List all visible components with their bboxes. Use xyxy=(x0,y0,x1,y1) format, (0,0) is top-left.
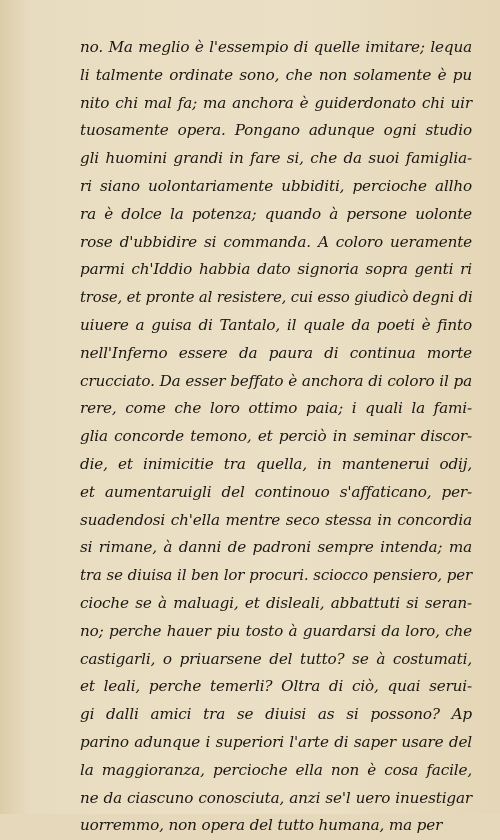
text-line: li talmente ordinate sono, che non solamente è pu xyxy=(80,65,472,84)
text-line: nell'Inferno essere da paura di continua morte xyxy=(80,343,472,362)
text-line: rere, come che loro ottimo paia; i quali la fami- xyxy=(80,399,472,418)
text-line: rose d'ubbidire si commanda. A coloro ueramente xyxy=(80,232,472,251)
text-line: ne da ciascuno conosciuta, anzi se'l uero inuestigar xyxy=(80,788,472,807)
body-text xyxy=(80,34,472,840)
text-line: castigarli, o priuarsene del tutto? se à costumati, xyxy=(80,649,472,668)
text-line: et leali, perche temerli? Oltra di ciò, quai serui- xyxy=(80,677,472,696)
text-line: suadendosi ch'ella mentre seco stessa in concordia xyxy=(80,510,472,529)
text-line: nito chi mal fa; ma anchora è guiderdonato chi uir xyxy=(80,93,472,112)
text-line: uorremmo, non opera del tutto humana, ma per xyxy=(80,816,443,835)
text-line: parino adunque i superiori l'arte di saper usare del xyxy=(80,732,472,751)
text-line: tuosamente opera. Pongano adunque ogni studio xyxy=(80,121,472,140)
text-line: parmi ch'Iddio habbia dato signoria sopra genti ri xyxy=(80,260,472,279)
text-line: gi dalli amici tra se diuisi as si possono? Ap xyxy=(80,705,472,724)
text-line: et aumentaruigli del continouo s'affaticano, per- xyxy=(80,482,472,501)
text-line: cioche se à maluagi, et disleali, abbattuti si seran- xyxy=(80,593,472,612)
text-line: ri siano uolontariamente ubbiditi, percioche allho xyxy=(80,176,472,195)
text-line: crucciato. Da esser beffato è anchora di coloro il pa xyxy=(80,371,472,390)
text-line: gli huomini grandi in fare si, che da suoi famiglia- xyxy=(80,149,472,168)
text-line: no. Ma meglio è l'essempio di quelle imitare; lequa xyxy=(80,38,472,56)
text-line: glia concorde temono, et perciò in seminar discor- xyxy=(80,427,472,446)
text-line: uiuere a guisa di Tantalo, il quale da poeti è finto xyxy=(80,315,472,334)
text-line: ra è dolce la potenza; quando à persone uolonte xyxy=(80,204,472,223)
text-line: trose, et pronte al resistere, cui esso giudicò degni di xyxy=(80,289,473,307)
text-line: die, et inimicitie tra quella, in mantenerui odij, xyxy=(80,454,472,473)
text-line: si rimane, à danni de padroni sempre intenda; ma xyxy=(80,538,472,557)
text-line: tra se diuisa il ben lor procuri. sciocco pensiero, per xyxy=(80,566,472,585)
text-line: no; perche hauer piu tosto à guardarsi da loro, che xyxy=(80,621,472,640)
text-line: la maggioranza, percioche ella non è cosa facile, xyxy=(80,760,472,779)
